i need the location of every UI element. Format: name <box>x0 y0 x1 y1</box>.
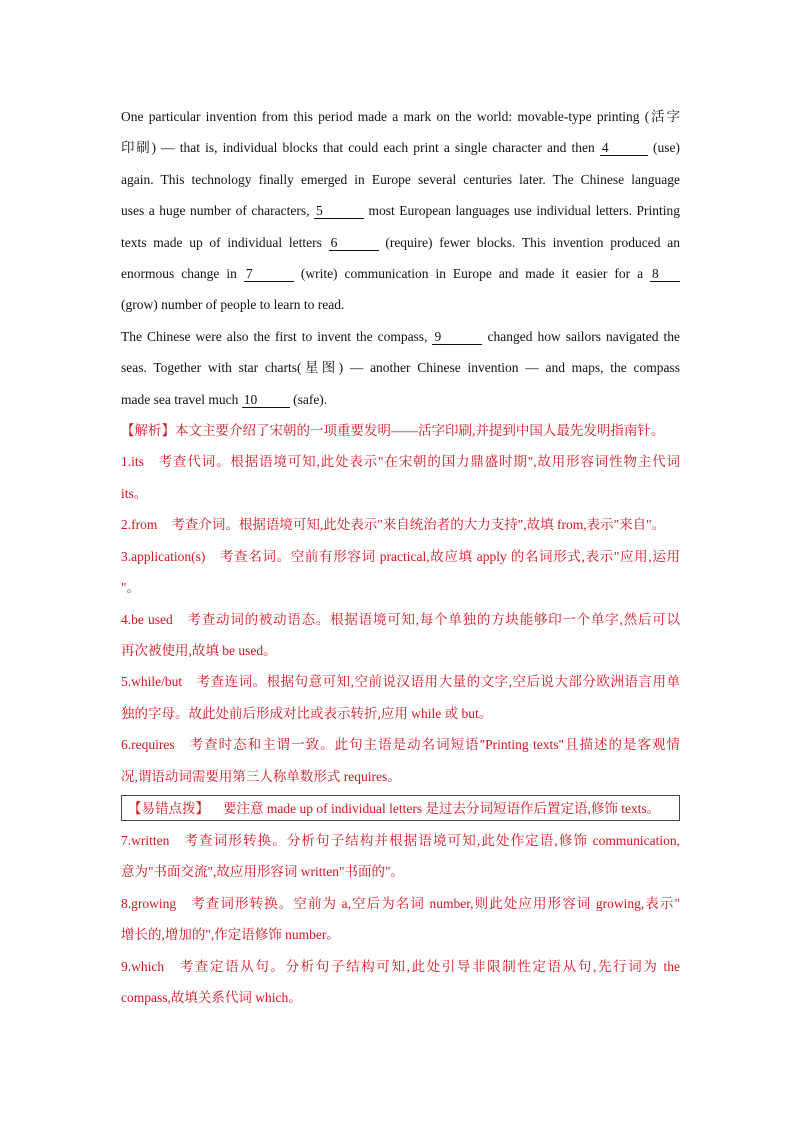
explanation: 考查词形转换。分析句子结构并根据语境可知,此处作定语,修饰 communication, <box>183 832 680 848</box>
explanation: 考查词形转换。空前为 a,空后为名词 number,则此处应用形容词 growing,表示" <box>190 895 680 911</box>
text: (use) <box>653 140 680 156</box>
text: texts made up of individual letters <box>121 234 322 250</box>
answer-key: 1.its <box>121 454 144 470</box>
passage-line <box>121 289 680 320</box>
text: The Chinese were also the first to invent the compass, <box>121 328 428 344</box>
explanation: 考查动词的被动语态。根据语境可知,每个单独的方块能够印一个单字,然后可以 <box>186 611 681 627</box>
passage-line <box>121 258 680 289</box>
text: 印刷) — that is, individual blocks that could each print a single character and then <box>121 140 595 156</box>
answer-9-cont: compass,故填关系代词 which。 <box>121 989 302 1005</box>
answer-3-cont: "。 <box>121 580 141 596</box>
answer-5-cont: 独的字母。故此处前后形成对比或表示转折,应用 while 或 but。 <box>121 705 493 721</box>
blank-5: 5 <box>314 203 364 219</box>
passage-line <box>121 101 680 132</box>
explanation: 考查介词。根据语境可知,此处表示"来自统治者的大力支持",故填 from,表示"来自"。 <box>171 517 666 533</box>
answer-key: 7.written <box>121 832 170 848</box>
reading-passage <box>121 101 680 415</box>
explanation: 考查时态和主谓一致。此句主语是动名词短语"Printing texts"且描述的是客观情 <box>188 737 680 753</box>
answer-2 <box>121 509 680 540</box>
blank-4: 4 <box>600 140 648 156</box>
answer-6-cont: 况,谓语动词需要用第三人称单数形式 requires。 <box>121 768 401 784</box>
text: One particular invention from this period made a mark on the world: movable-type printing (活字 <box>121 109 680 124</box>
text: (require) fewer blocks. This invention produced an <box>385 234 680 250</box>
passage-line <box>121 132 680 163</box>
text: most European languages use individual letters. Printing <box>368 203 681 219</box>
answer-key: 9.which <box>121 958 165 974</box>
blank-10: 10 <box>242 392 290 408</box>
text: changed how sailors navigated the <box>487 328 680 344</box>
text: seas. Together with star charts(星图) — another Chinese invention — and maps, the compass <box>121 360 680 376</box>
text: again. This technology finally emerged in Europe several centuries later. The Chinese language <box>121 171 680 187</box>
passage-line <box>121 227 680 258</box>
answer-3 <box>121 541 680 572</box>
explanation: 考查连词。根据句意可知,空前说汉语用大量的文字,空后说大部分欧洲语言用单 <box>196 674 680 690</box>
text: (grow) number of people to learn to read. <box>121 297 345 313</box>
answer-1 <box>121 446 680 477</box>
answer-4-cont: 再次被使用,故填 be used。 <box>121 642 277 658</box>
answer-8-cont: 增长的,增加的",作定语修饰 number。 <box>121 927 340 943</box>
passage-line <box>121 164 680 195</box>
error-tip-box <box>121 795 680 821</box>
answer-4 <box>121 604 680 635</box>
passage-line <box>121 352 680 383</box>
answer-key: 4.be used <box>121 611 173 627</box>
explanation: 考查代词。根据语境可知,此处表示"在宋朝的国力鼎盛时期",故用形容词性物主代词 <box>157 454 680 470</box>
answer-key: 8.growing <box>121 895 177 911</box>
blank-8: 8 <box>650 266 680 282</box>
text: uses a huge number of characters, <box>121 203 310 219</box>
answer-key: 3.application(s) <box>121 548 206 564</box>
answer-8 <box>121 888 680 919</box>
answer-key: 6.requires <box>121 737 175 753</box>
text: enormous change in <box>121 266 237 282</box>
passage-line <box>121 195 680 226</box>
text: (safe). <box>293 391 328 407</box>
blank-7: 7 <box>244 266 294 282</box>
answer-5 <box>121 666 680 697</box>
answer-9 <box>121 951 680 982</box>
passage-line <box>121 321 680 352</box>
passage-line <box>121 384 680 415</box>
explanation: 考查名词。空前有形容词 practical,故应填 apply 的名词形式,表示"应用,运用 <box>219 548 680 564</box>
explanation: 考查定语从句。分析句子结构可知,此处引导非限制性定语从句,先行词为 the <box>178 958 680 974</box>
blank-6: 6 <box>329 235 379 251</box>
answer-1-cont: its。 <box>121 485 148 501</box>
answer-analysis <box>121 415 680 1013</box>
answer-key: 2.from <box>121 517 158 533</box>
answer-7 <box>121 825 680 856</box>
answer-7-cont: 意为"书面交流",故应用形容词 written"书面的"。 <box>121 864 405 880</box>
answer-key: 5.while/but <box>121 674 183 690</box>
blank-9: 9 <box>432 329 482 345</box>
tip-label: 【易错点拨】 <box>128 800 209 816</box>
analysis-summary: 【解析】本文主要介绍了宋朝的一项重要发明——活字印刷,并提到中国人最先发明指南针。 <box>121 423 665 439</box>
answer-6 <box>121 729 680 760</box>
text: (write) communication in Europe and made it easier for a <box>300 266 644 282</box>
text: made sea travel much <box>121 391 239 407</box>
tip-text: 要注意 made up of individual letters 是过去分词短语作后置定语,修饰 texts。 <box>223 800 661 816</box>
